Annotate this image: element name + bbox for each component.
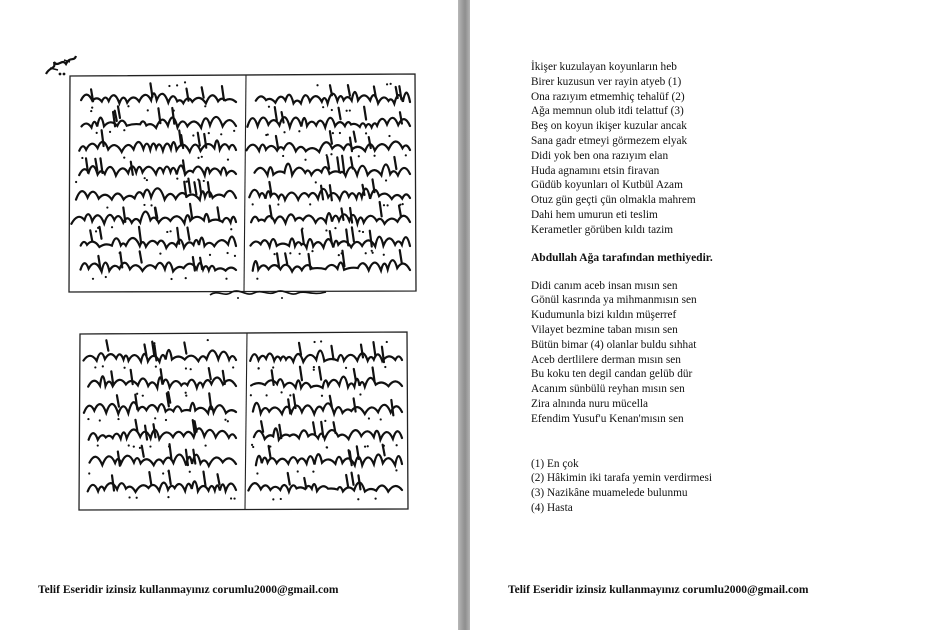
section-heading: Abdullah Ağa tarafından methiyedir. [531,251,713,264]
verse-line: Ona razıyım etmemhiç tehalüf (2) [531,90,685,103]
left-page-footer: Telif Eseridir izinsiz kullanmayınız corumlu2000@gmail.com [38,584,339,596]
footnote: (4) Hasta [531,501,573,514]
manuscript-image-lower [76,330,410,512]
verse-line: Ağa memnun olub itdi telattuf (3) [531,105,684,118]
poem-text-column [531,60,911,516]
verse-line: Aceb dertlilere derman mısın sen [531,353,681,366]
verse-line: Bu koku ten degil candan gelüb dür [531,368,693,381]
footnote: (2) Hâkimin iki tarafa yemin verdirmesi [531,472,713,485]
verse-line: Otuz gün geçti çün olmakla mahrem [531,194,696,207]
verse-line: İkişer kuzulayan koyunların heb [531,61,677,73]
verse-line: Zira alnında nuru mücella [531,397,649,410]
verse-line: Güdüb koyunları ol Kutbül Azam [531,179,683,192]
verse-line: Beş on koyun ikişer kuzular ancak [531,120,687,133]
verse-line: Didi canım aceb insan mısın sen [531,279,678,292]
verse-line: Dahi hem umurun eti teslim [531,208,658,221]
manuscript-image-upper [66,72,418,294]
verse-block-2 [531,279,911,427]
left-page [0,0,458,630]
right-page-footer: Telif Eseridir izinsiz kullanmayınız corumlu2000@gmail.com [508,584,809,596]
verse-line: Acanım sünbülü reyhan mısın sen [531,383,685,396]
footnotes [531,457,911,516]
right-page [470,0,934,630]
manuscript-caption [208,286,328,300]
verse-line: Kudumunla bizi kıldın müşerref [531,309,677,322]
verse-line: Bütün bimar (4) olanlar buldu sıhhat [531,338,697,351]
verse-line: Sana gadr etmeyi görmezem elyak [531,134,688,147]
page-gutter [458,0,470,630]
verse-line: Huda agnamını etsin firavan [531,164,660,177]
verse-line: Didi yok ben ona razıyım elan [531,149,669,162]
verse-line: Efendim Yusuf'u Kenan'mısın sen [531,412,684,425]
verse-line: Birer kuzusun ver rayin atyeb (1) [531,75,682,88]
verse-line: Vilayet bezmine taban mısın sen [531,323,678,336]
verse-block-1 [531,60,911,238]
verse-line: Kerametler görüben kıldı tazim [531,223,674,236]
footnote: (1) En çok [531,457,579,470]
verse-line: Gönül kasrında ya mihmanmısın sen [531,294,697,307]
footnote: (3) Nazikâne muamelede bulunmu [531,487,688,500]
